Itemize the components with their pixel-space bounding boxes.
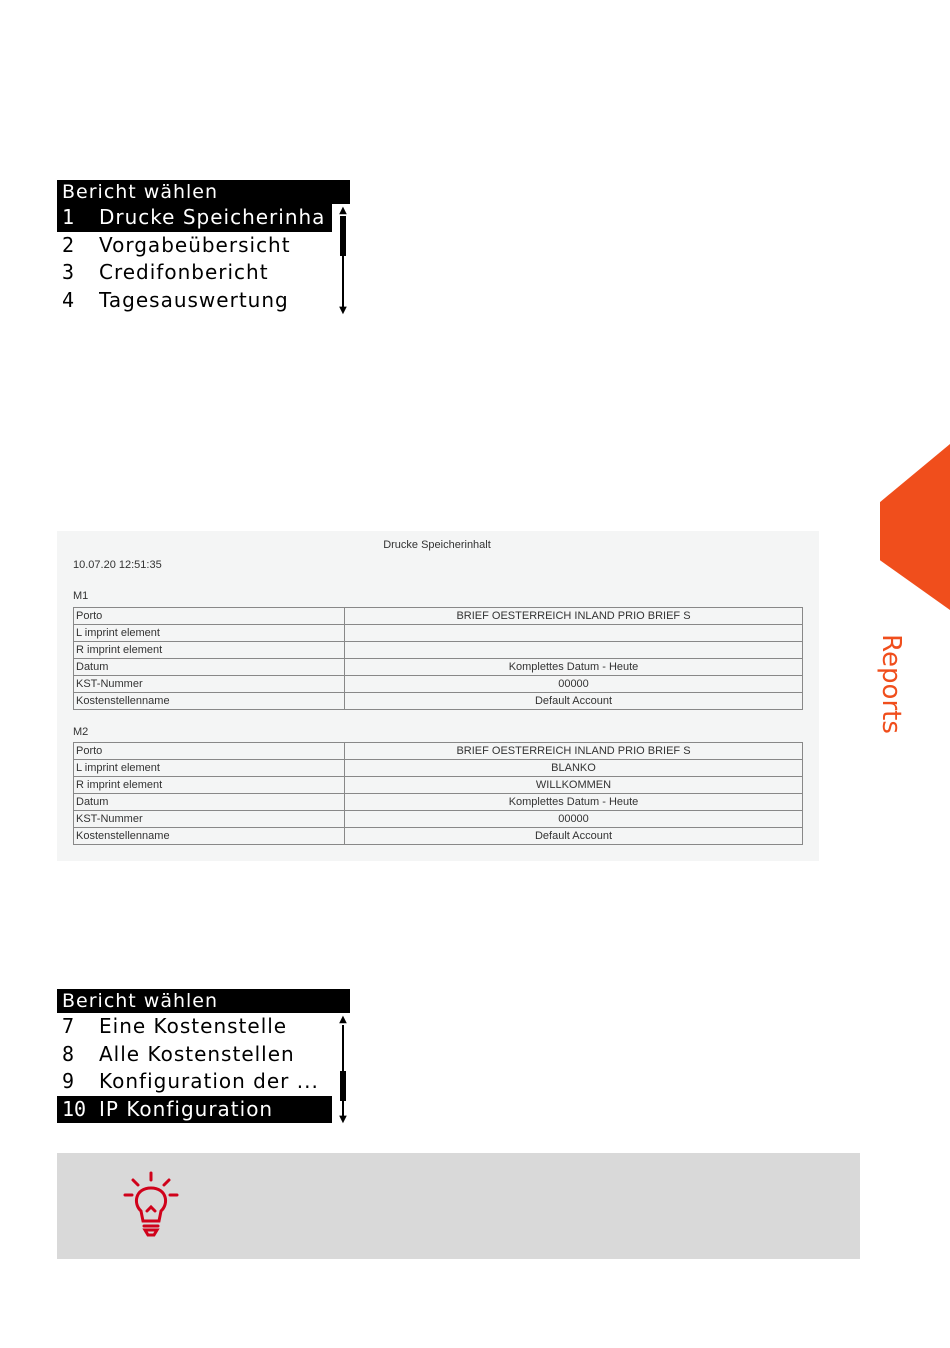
table-value: BLANKO: [345, 760, 803, 777]
table-row: [74, 828, 803, 845]
table-row: [74, 608, 803, 625]
table-row: [74, 659, 803, 676]
table-value: WILLKOMMEN: [345, 777, 803, 794]
table-key: KST-Nummer: [74, 811, 345, 828]
menu-item-9[interactable]: [57, 1068, 332, 1096]
section-tab: [880, 444, 950, 610]
memory-label-m2: M2: [73, 726, 89, 738]
table-row: [74, 693, 803, 710]
scroll-down-icon: ▼: [339, 1114, 347, 1125]
report-menu-screen-bottom: [57, 989, 350, 1125]
menu-item-7[interactable]: [57, 1013, 332, 1041]
menu-item-label: IP Konfiguration: [99, 1096, 274, 1121]
table-row: [74, 760, 803, 777]
menu-item-label: Drucke Speicherinha: [99, 205, 326, 229]
table-key: Kostenstellenname: [74, 828, 345, 845]
menu-item-number: 8: [62, 1041, 75, 1066]
table-value: Komplettes Datum - Heute: [345, 794, 803, 811]
menu-item-label: Konfiguration der ...: [99, 1069, 319, 1093]
menu-item-number: 3: [62, 260, 75, 284]
menu-item-label: Credifonbericht: [99, 260, 269, 284]
table-key: R imprint element: [74, 777, 345, 794]
menu-item-2[interactable]: [57, 232, 332, 260]
menu-item-1[interactable]: [57, 204, 332, 232]
table-value: 00000: [345, 811, 803, 828]
menu-title: Bericht wählen: [57, 989, 350, 1013]
report-printout: [57, 531, 819, 861]
menu-item-number: 7: [62, 1014, 75, 1038]
scroll-thumb[interactable]: [340, 1071, 346, 1101]
memory-table-m2: [73, 742, 803, 845]
report-title: Drucke Speicherinhalt: [383, 539, 491, 551]
table-value: Komplettes Datum - Heute: [345, 659, 803, 676]
scroll-up-icon: ▲: [339, 1014, 347, 1025]
table-value: [345, 625, 803, 642]
table-key: L imprint element: [74, 625, 345, 642]
table-key: Porto: [74, 743, 345, 760]
menu-item-number: 4: [62, 287, 75, 312]
menu-title: Bericht wählen: [57, 180, 350, 204]
table-row: [74, 794, 803, 811]
menu-item-number: 10: [62, 1096, 87, 1121]
table-row: [74, 625, 803, 642]
table-value: BRIEF OESTERREICH INLAND PRIO BRIEF S: [345, 743, 803, 760]
table-row: [74, 811, 803, 828]
scroll-thumb[interactable]: [340, 216, 346, 256]
menu-item-3[interactable]: [57, 259, 332, 287]
menu-item-label: Alle Kostenstellen: [99, 1041, 295, 1066]
table-key: R imprint element: [74, 642, 345, 659]
lightbulb-icon: [121, 1171, 181, 1239]
tip-box: [57, 1153, 860, 1259]
menu-item-label: Tagesauswertung: [99, 287, 289, 312]
table-row: [74, 676, 803, 693]
table-key: Datum: [74, 794, 345, 811]
menu-item-label: Eine Kostenstelle: [99, 1014, 288, 1038]
report-menu-screen-top: [57, 180, 350, 316]
section-label-text: Reports: [876, 634, 906, 734]
table-key: L imprint element: [74, 760, 345, 777]
table-key: Kostenstellenname: [74, 693, 345, 710]
table-value: BRIEF OESTERREICH INLAND PRIO BRIEF S: [345, 608, 803, 625]
table-value: 00000: [345, 676, 803, 693]
menu-item-number: 1: [62, 205, 75, 229]
scroll-down-icon: ▼: [339, 305, 347, 316]
table-value: [345, 642, 803, 659]
section-label: [865, 628, 917, 740]
memory-label-m1: M1: [73, 590, 89, 602]
table-key: Datum: [74, 659, 345, 676]
menu-item-number: 9: [62, 1069, 75, 1093]
menu-item-10[interactable]: [57, 1096, 332, 1124]
menu-scrollbar[interactable]: [338, 206, 348, 316]
table-key: Porto: [74, 608, 345, 625]
table-value: Default Account: [345, 828, 803, 845]
menu-item-label: Vorgabeübersicht: [99, 232, 291, 257]
memory-table-m1: [73, 607, 803, 710]
table-row: [74, 743, 803, 760]
report-datetime: 10.07.20 12:51:35: [73, 559, 162, 571]
menu-item-number: 2: [62, 232, 75, 257]
table-key: KST-Nummer: [74, 676, 345, 693]
table-row: [74, 642, 803, 659]
table-row: [74, 777, 803, 794]
menu-item-4[interactable]: [57, 287, 332, 315]
menu-scrollbar[interactable]: [338, 1015, 348, 1125]
scroll-up-icon: ▲: [339, 205, 347, 216]
menu-item-8[interactable]: [57, 1041, 332, 1069]
table-value: Default Account: [345, 693, 803, 710]
